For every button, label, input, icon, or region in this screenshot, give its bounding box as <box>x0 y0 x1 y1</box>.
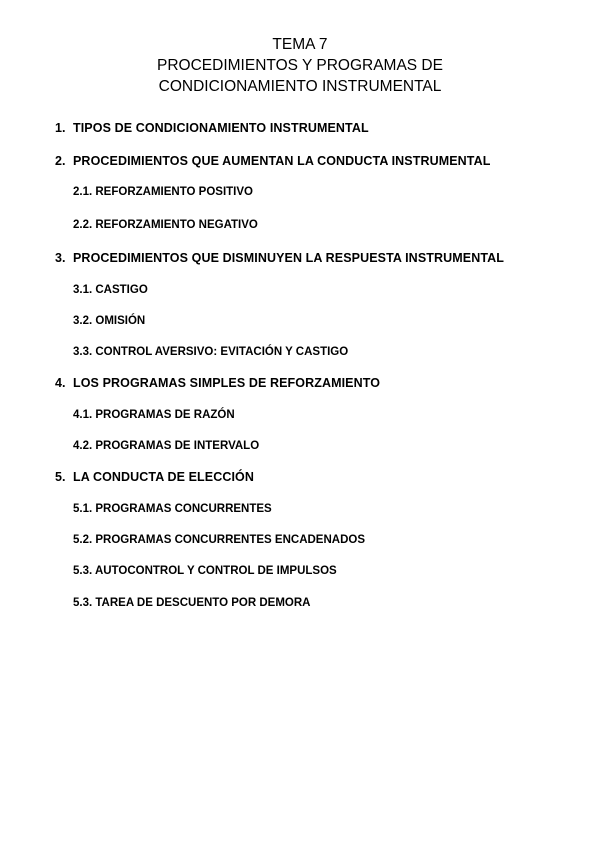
toc-subsection-2-1: 2.1. REFORZAMIENTO POSITIVO <box>73 186 253 198</box>
section-number: 3. <box>55 251 66 265</box>
section-title: PROCEDIMIENTOS QUE DISMINUYEN LA RESPUESTA INSTRUMENTAL <box>73 251 504 265</box>
section-number: 4. <box>55 376 66 390</box>
section-title: TIPOS DE CONDICIONAMIENTO INSTRUMENTAL <box>73 121 369 135</box>
toc-subsection-2-2: 2.2. REFORZAMIENTO NEGATIVO <box>73 219 258 231</box>
section-title: LOS PROGRAMAS SIMPLES DE REFORZAMIENTO <box>73 376 381 390</box>
toc-subsection-3-2: 3.2. OMISIÓN <box>73 315 146 327</box>
section-title: LA CONDUCTA DE ELECCIÓN <box>73 470 254 484</box>
toc-subsection-4-1: 4.1. PROGRAMAS DE RAZÓN <box>73 409 235 421</box>
section-number: 5. <box>55 470 66 484</box>
toc-section-2 <box>55 154 490 168</box>
title-line-2: CONDICIONAMIENTO INSTRUMENTAL <box>158 78 442 95</box>
toc-section-5 <box>55 470 254 484</box>
title-line-1: PROCEDIMIENTOS Y PROGRAMAS DE <box>157 57 443 74</box>
toc-section-4 <box>55 376 380 390</box>
toc-subsection-3-1: 3.1. CASTIGO <box>73 284 148 296</box>
section-number: 1. <box>55 121 66 135</box>
toc-subsection-5-2: 5.2. PROGRAMAS CONCURRENTES ENCADENADOS <box>73 534 366 546</box>
toc-section-1 <box>55 121 369 135</box>
toc-subsection-4-2: 4.2. PROGRAMAS DE INTERVALO <box>73 440 260 452</box>
title-block <box>0 34 600 97</box>
toc-subsection-5-1: 5.1. PROGRAMAS CONCURRENTES <box>73 503 272 515</box>
tema-heading: TEMA 7 <box>272 36 328 53</box>
toc-subsection-5-3: 5.3. AUTOCONTROL Y CONTROL DE IMPULSOS <box>73 565 337 577</box>
section-number: 2. <box>55 154 66 168</box>
section-title: PROCEDIMIENTOS QUE AUMENTAN LA CONDUCTA INSTRUMENTAL <box>73 154 491 168</box>
toc-section-3 <box>55 251 504 265</box>
toc-subsection-5-4: 5.3. TAREA DE DESCUENTO POR DEMORA <box>73 597 311 609</box>
toc-subsection-3-3: 3.3. CONTROL AVERSIVO: EVITACIÓN Y CASTIGO <box>73 346 349 358</box>
